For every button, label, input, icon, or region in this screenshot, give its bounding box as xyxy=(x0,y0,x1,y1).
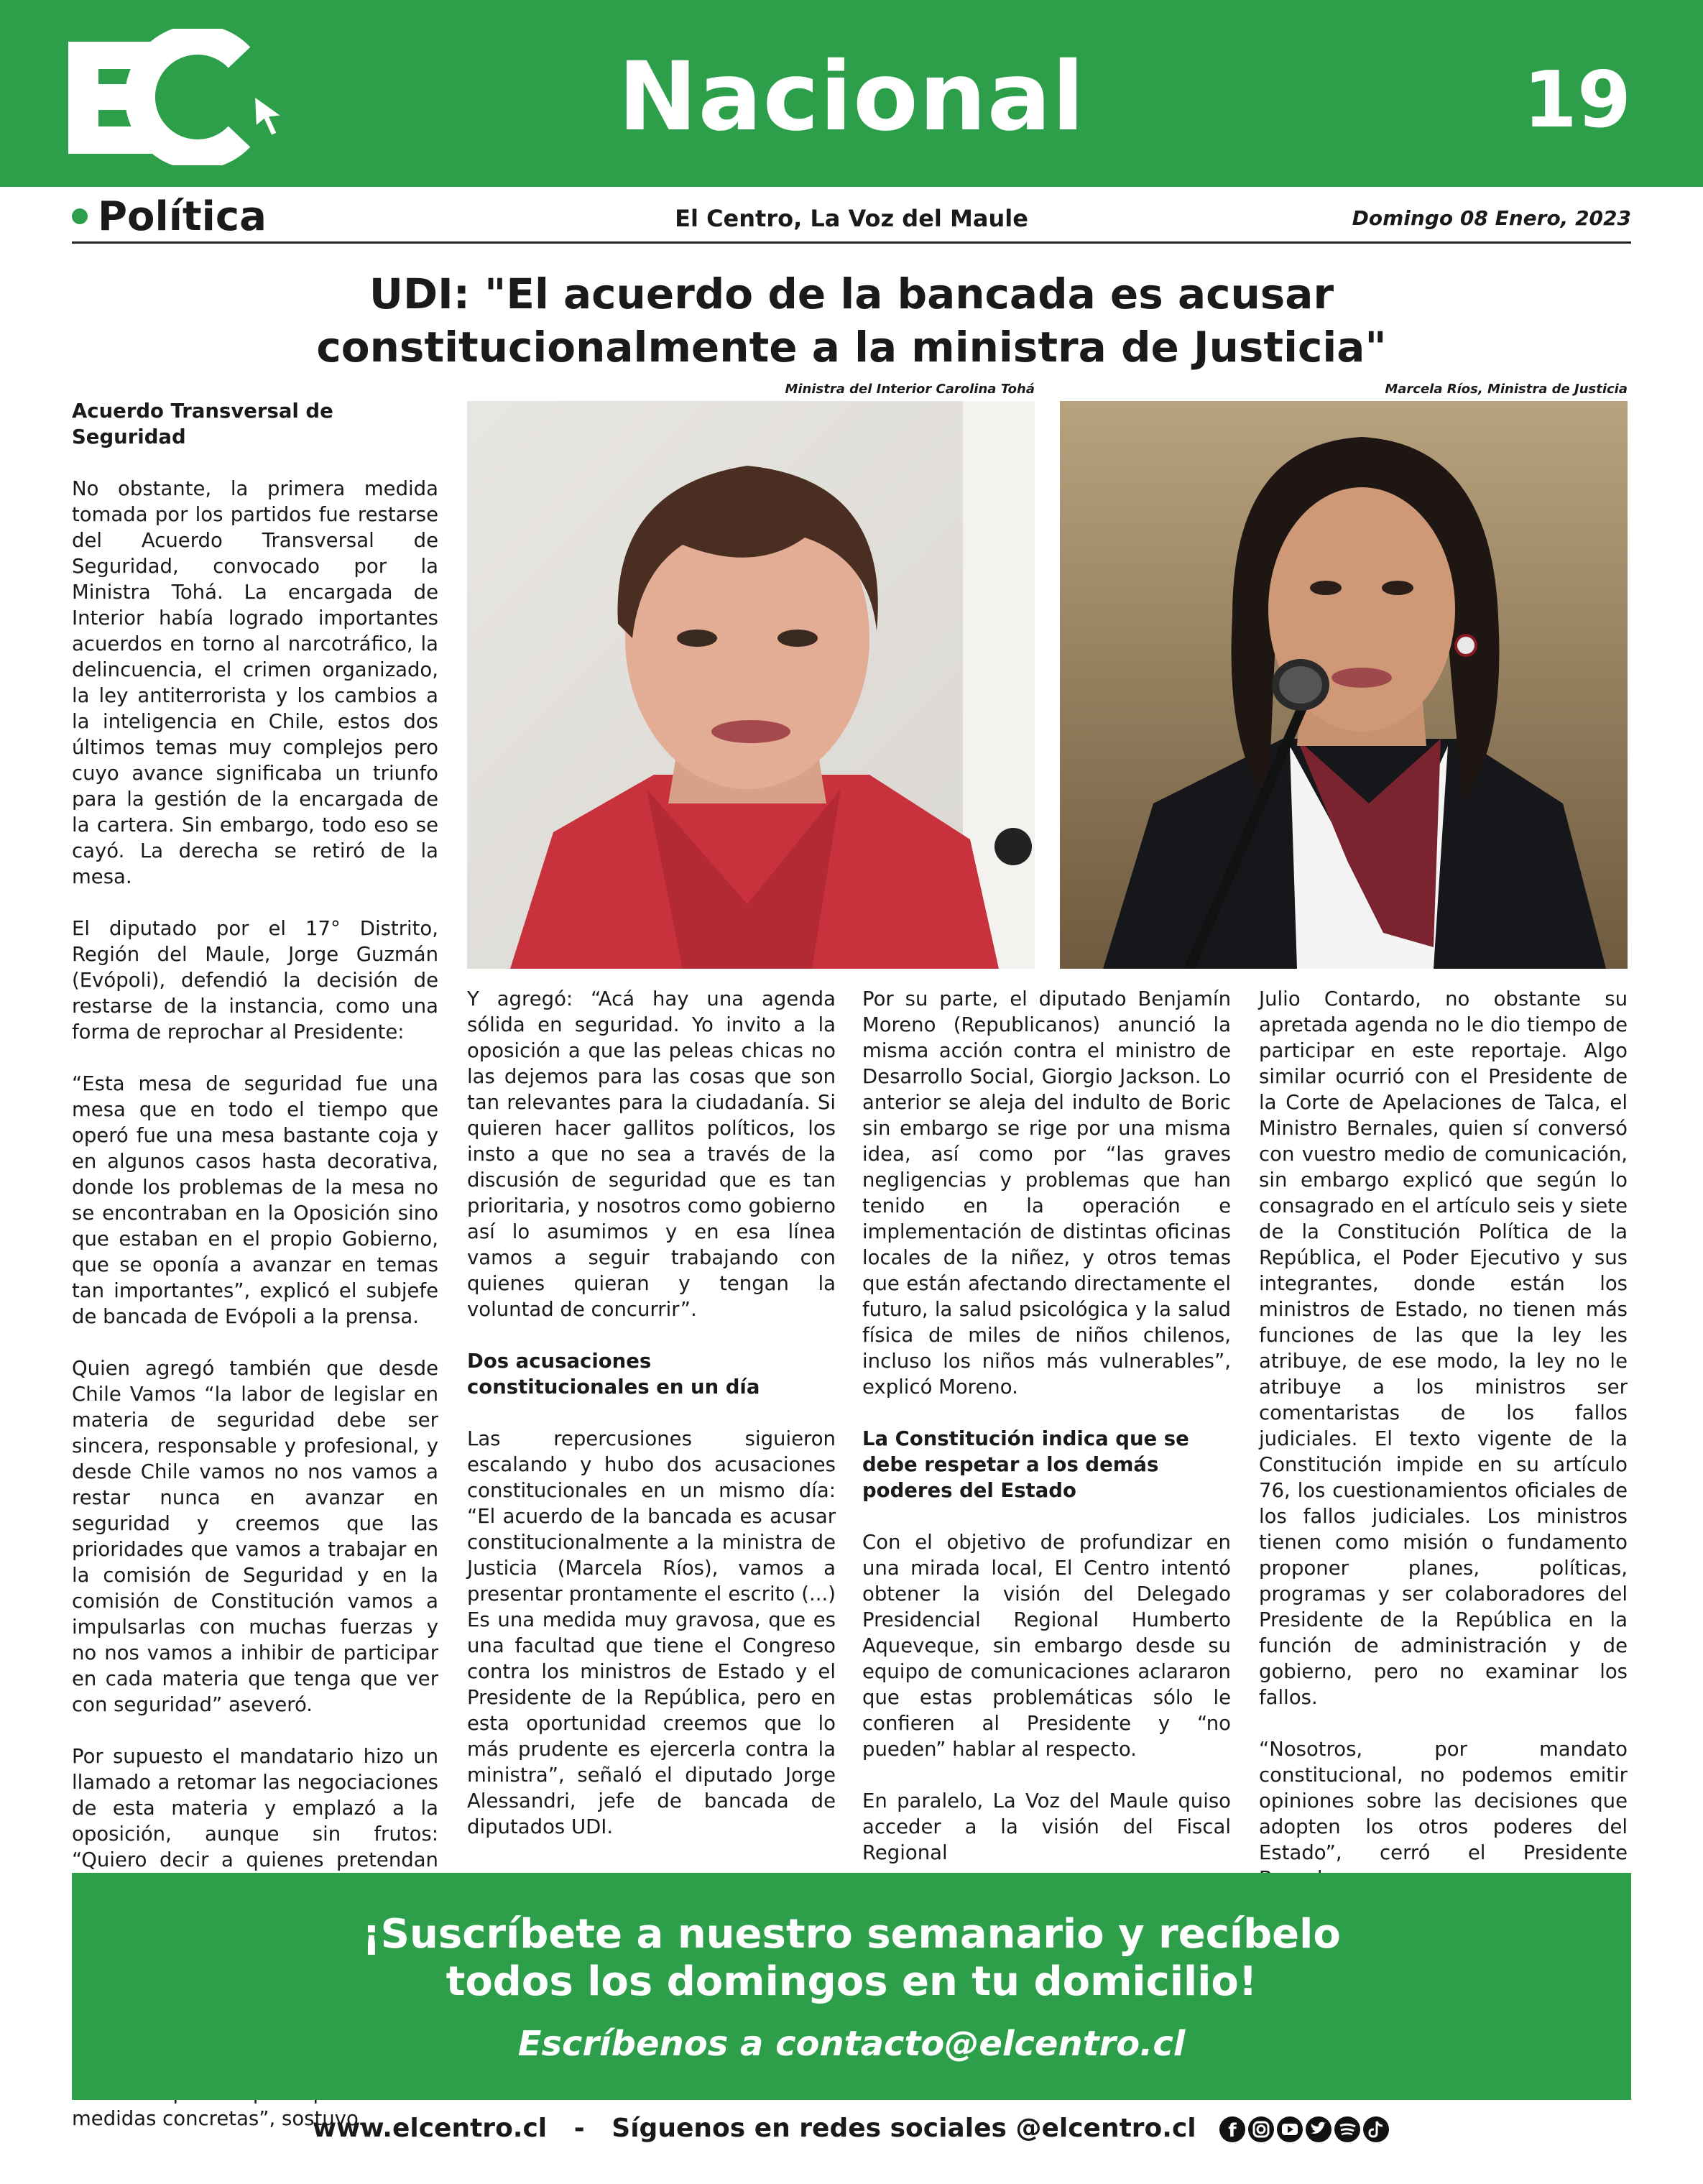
banner-line-1: ¡Suscríbete a nuestro semanario y recíbelo xyxy=(362,1911,1341,1958)
facebook-icon[interactable] xyxy=(1219,2116,1245,2142)
banner-contact-email[interactable]: Escríbenos a contacto@elcentro.cl xyxy=(517,2024,1186,2064)
article-headline xyxy=(72,267,1631,374)
section-title: Nacional xyxy=(617,42,1086,152)
spotify-icon[interactable] xyxy=(1334,2116,1360,2142)
paragraph: El diputado por el 17° Distrito, Región del Maule, Jorge Guzmán (Evópoli), defendió la decisión de restarse de la instancia, como una forma de reprochar al Presidente: xyxy=(72,917,438,1043)
paragraph: Por supuesto el mandatario hizo un llamado a retomar las negociaciones de esta materia y emplazó a la oposición, aunque sin frutos: “Quiero decir a quienes pretendan medidas concretas”, sostuvo. xyxy=(72,1745,438,2130)
subhead-dos-acusaciones: Dos acusaciones constitucionales en un día xyxy=(467,1350,760,1399)
page-footer xyxy=(0,2110,1703,2146)
svg-text:f: f xyxy=(1228,2120,1237,2142)
twitter-icon[interactable] xyxy=(1306,2116,1332,2142)
photo-marcela-rios xyxy=(1060,401,1628,969)
footer-text[interactable]: www.elcentro.cl - Síguenos en redes sociales @elcentro.cl xyxy=(312,2114,1196,2143)
article-column-4 xyxy=(1259,986,1628,1917)
paragraph: Y agregó: “Acá hay una agenda sólida en seguridad. Yo invito a la oposición a que las peleas chicas no las dejemos para las cosas que son tan relevantes para la ciudadanía. Si quieren hacer gallitos políticos, los insto a que no sea a través de la discusión de seguridad que es tan prioritaria, y nosotros como gobierno así lo asumimos y en esa línea vamos a seguir trabajando con quienes quieran y tengan la voluntad de concurrir”. xyxy=(467,987,836,1321)
section-label: Política xyxy=(98,193,267,240)
paragraph: Quien agregó también que desde Chile Vamos “la labor de legislar en materia de seguridad debe ser sincera, responsable y profesional, y desde Chile vamos no nos vamos a restar nunca en avanzar en seguridad y creemos que las prioridades que vamos a trabajar en la comisión de Seguridad y en la comisión de Constitución vamos a impulsarlas con muchas fuerzas y no nos vamos a inhibir de participar en cada materia que tenga que ver con seguridad” aseveró. xyxy=(72,1357,438,1716)
headline-line-1: UDI: "El acuerdo de la bancada es acusar xyxy=(369,269,1334,318)
headline-line-2: constitucionalmente a la ministra de Justicia" xyxy=(316,323,1387,372)
paragraph: Por su parte, el diputado Benjamín Moreno (Republicanos) anunció la misma acción contra el ministro de Desarrollo Social, Giorgio Jackson. Lo anterior se aleja del indulto de Boric sin embargo se rige por una misma idea, así como por “las graves negligencias y problemas que han tenido en la operación e implementación de distintas oficinas locales de la niñez, y otros temas que están afectando directamente el futuro, la salud psicológica y la salud física de miles de niños chilenos, incluso los niños más vulnerables”, explicó Moreno. xyxy=(862,987,1231,1399)
article-column-2 xyxy=(467,986,836,1866)
paragraph: “Nosotros, por mandato constitucional, no podemos emitir opiniones sobre las decisiones que adopten los otros poderes del Estado”, cerró el Presidente xyxy=(1259,1738,1628,1864)
banner-line-2: todos los domingos en tu domicilio! xyxy=(446,1958,1257,2005)
page-number: 19 xyxy=(1523,55,1631,145)
paragraph: No obstante, la primera medida tomada por los partidos fue restarse del Acuerdo Transversal de Seguridad, convocado por la Ministra Tohá. La encargada de Interior había logrado importantes acuerdos en torno al narcotráfico, la delincuencia, el crimen organizado, la ley antiterrorista y los cambios a la inteligencia en Chile, estos dos últimos temas muy complejos pero cuyo avance significaba un triunfo para la gestión de la encargada de la cartera. Sin embargo, todo eso se cayó. La derecha se retiró de la mesa. xyxy=(72,477,438,888)
sub-header-bar xyxy=(72,193,1631,244)
article-column-3 xyxy=(862,986,1231,1892)
subhead-la-constitucion: La Constitución indica que se debe respetar a los demás poderes del Estado xyxy=(862,1427,1189,1502)
paragraph: “Esta mesa de seguridad fue una mesa que en todo el tiempo que operó fue una mesa bastante coja y en algunos casos hasta decorativa, donde los problemas de la mesa no se encontraban en la Oposición sino que estaban en el propio Gobierno, que se oponía a avanzar en temas tan importantes”, explicó el subjefe de bancada de Evópoli a la prensa. xyxy=(72,1072,438,1328)
issue-date: Domingo 08 Enero, 2023 xyxy=(1352,206,1631,230)
paragraph: Con el objetivo de profundizar en una mirada local, El Centro intentó obtener la visión del Delegado Presidencial Regional Humberto Aqueveque, sin embargo desde su equipo de comunicaciones aclararon que estas problemáticas sólo le confieren al Presidente y “no pueden” hablar al respecto. xyxy=(862,1531,1231,1761)
youtube-icon[interactable] xyxy=(1277,2116,1303,2142)
subscription-banner xyxy=(72,1873,1631,2100)
paragraph: Julio Contardo, no obstante su apretada agenda no le dio tiempo de participar en este reportaje. Algo similar ocurrió con el Presidente de la Corte de Apelaciones de Talca, el Ministro Bernales, quien sí conversó con vuestro medio de comunicación, sin embargo explicó que según lo consagrado en el artículo seis y siete de la Constitución Política de la República, el Poder Ejecutivo y sus integrantes, donde están los ministros de Estado, no tienen más funciones de las que la ley les atribuye, de ese modo, la ley no le atribuye a los ministros ser comentaristas de los fallos judiciales. El texto vigente de la Constitución impide en su artículo 76, los cuestionamientos oficiales de los fallos judiciales. Los ministros tienen como misión o fundamento proponer planes, políticas, programas y ser colaboradores del Presidente de la República en la función de administración y de gobierno, pero no examinar los fallos. xyxy=(1259,987,1628,1709)
paragraph: Las repercusiones siguieron escalando y hubo dos acusaciones constitucionales en un mismo día: “El acuerdo de la bancada es acusar constitucionalmente a la ministra de Justicia (Marcela Ríos), vamos a presentar prontamente el escrito (...) Es una medida muy gravosa, que es una facultad que tiene el Congreso contra los ministros de Estado y el Presidente de la República, pero en esta oportunidad creemos que lo más prudente es ejercerla contra la ministra”, señaló el diputado Jorge Alessandri, jefe de bancada de diputados UDI. xyxy=(467,1427,836,1838)
instagram-icon[interactable] xyxy=(1248,2116,1274,2142)
newspaper-name: El Centro, La Voz del Maule xyxy=(675,205,1028,232)
paragraph: En paralelo, La Voz del Maule quiso acceder a la visión del Fiscal Regional xyxy=(862,1789,1231,1864)
page-header xyxy=(0,0,1703,187)
photo-caption-toha: Ministra del Interior Carolina Tohá xyxy=(785,382,1035,397)
photo-carolina-toha xyxy=(467,401,1035,969)
subhead-acuerdo-transversal: Acuerdo Transversal de Seguridad xyxy=(72,400,333,448)
photo-caption-rios: Marcela Ríos, Ministra de Justicia xyxy=(1385,382,1628,397)
social-icons xyxy=(1218,2111,1390,2147)
tiktok-icon[interactable] xyxy=(1363,2116,1389,2142)
